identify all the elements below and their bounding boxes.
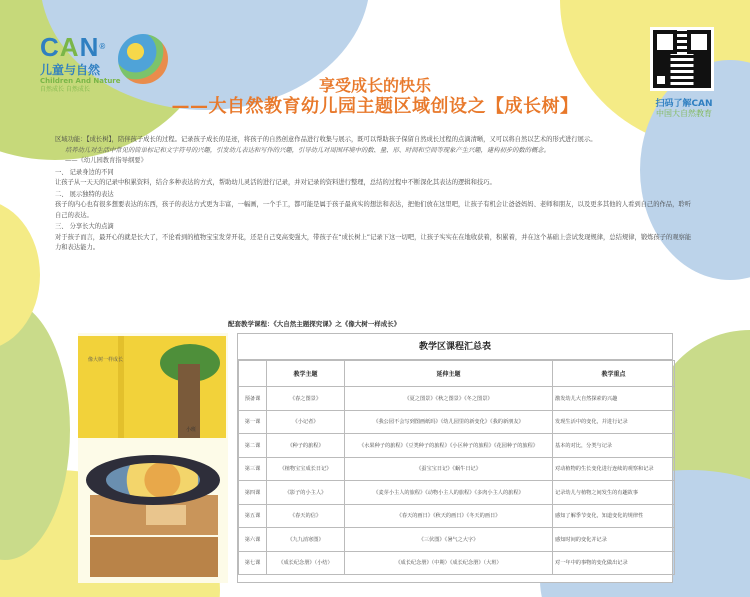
table-row [239,481,675,505]
table-cell: 《水果种子的旅程》《豆类种子的旅程》《小区种子的旅程》《花园种子的旅程》 [345,434,553,458]
table-cell: 第五课 [239,504,267,528]
qr-caption: 扫码了解CAN [655,99,713,109]
table-header-cell: 教学主题 [267,361,345,387]
table-cell: 《春天的画日》《秋天的画日》《冬天的画日》 [345,504,553,528]
course-table [237,333,673,583]
book-cover-text: 像大树一样成长 [88,357,124,363]
section-paragraph: 让孩子从一天天的记录中积累资料，结合多种表达的方式，帮助幼儿灵活的进行记录，并对记录的资料进行整理，总结的过程中不断深化其表达的逻辑和技巧。 [55,179,496,186]
table-cell: 《影子的小主人》 [267,481,345,505]
table-cell: 《植物宝宝成长日记》 [267,457,345,481]
table-cell: 《春天的信》 [267,504,345,528]
table-cell: 《九九消寒图》 [267,528,345,552]
table-row [239,387,675,411]
table-cell: 第四课 [239,481,267,505]
table-cell: 《成长纪念册》（中期）《成长纪念册》（大班） [345,551,553,575]
box-label [146,505,186,525]
table-row [239,434,675,458]
table-header-cell: 教学重点 [553,361,675,387]
table-row [239,410,675,434]
table-cell: 感知了解季节变化，知道变化的规律性 [553,504,675,528]
table-cell: 《三伏图》《暑气之大字》 [345,528,553,552]
table-cell: 激发幼儿大自然探索的兴趣 [553,387,675,411]
table-cell: 《我公园不会写到图画纸吗》《幼儿园里的新变化》《我的新朋友》 [345,410,553,434]
section-heading: 一、 记录身边的不同 [55,168,114,176]
section-paragraph: 对于孩子而言，最开心的就是长大了，不论看到的植物宝宝发芽开花，还是自己变高变强大，带孩子在“成长树上”记录下这一切吧，让孩子实实在在地收获着，积累着，并在这个基础上尝试发现规律，总结规律，锻炼孩子的观察能力和表达能力。 [55,233,692,251]
table-header-cell: 延伸主题 [345,361,553,387]
table-cell: 《夏之图景》《秋之图景》《冬之图景》 [345,387,553,411]
table-cell: 预备课 [239,387,267,411]
logo-wordmark: CAN® [40,32,107,62]
table-row [239,504,675,528]
logo-english-name: Children And Nature [40,77,121,85]
table-cell: 第六课 [239,528,267,552]
course-book-image [78,336,226,438]
box-lid-artwork [106,463,200,497]
section-heading: 三、 分享长大的点滴 [55,223,114,230]
table-cell: 对一年中的事物的变化做出记录 [553,551,675,575]
course-box-image [86,455,220,579]
table-cell: 《小记者》 [267,410,345,434]
qr-subcaption: 中国大自然教育 [656,109,712,118]
table-header-cell [239,361,267,387]
course-caption: 配套教学课程：《大自然主题探究课》之《像大树一样成长》 [228,320,401,328]
table-header-row [239,361,675,387]
table-row [239,528,675,552]
table-title: 教学区课程汇总表 [238,334,672,360]
registered-mark: ® [99,42,107,51]
quote-source: ——《幼儿园教育指导纲要》 [65,157,147,164]
course-summary-table [238,360,675,575]
poster-title: 享受成长的快乐 [318,76,431,95]
section-heading: 二、 展示独特的表达 [55,190,114,198]
poster-subtitle: ——大自然教育幼儿园主题区域创设之【成长树】 [171,96,579,117]
table-cell: 感知时间的变化并记录 [553,528,675,552]
table-cell: 记录幼儿与植物之间发生的有趣故事 [553,481,675,505]
section-paragraph: 孩子的内心也有很多想要表达的东西，孩子的表达方式更为丰富，一幅画，一个手工，都可能是属于孩子最真实的想法和表达，把他们放在这里吧，让孩子有机会让爸爸妈妈、老师和朋友，以及更多其他的人看到自己的作品，聆听自己的表达。 [55,201,691,219]
table-cell: 基本的对比，分类与记录 [553,434,675,458]
book-footer-text: 小班 [186,427,197,433]
table-row [239,457,675,481]
table-cell: 《麦芽小主人的旅程》《动物小主人的旅程》《多肉小主人的旅程》 [345,481,553,505]
logo-chinese-name: 儿童与自然 [40,63,101,77]
logo-tagline: 自然成长 自然成长 [40,86,90,93]
table-cell: 《成长纪念册》（小结） [267,551,345,575]
box-bottom [90,537,218,577]
table-cell: 对动植物的生长变化进行连续的观察和记录 [553,457,675,481]
table-cell: 《蚕宝宝日记》《蜗牛日记》 [345,457,553,481]
table-cell: 第三课 [239,457,267,481]
body-text [55,135,695,254]
table-row [239,551,675,575]
table-cell: 《春之图景》 [267,387,345,411]
table-cell: 第二课 [239,434,267,458]
intro-paragraph: 区域功能：【成长树】，陪伴孩子成长的过程。记录孩子成长的足迹，将孩子的自然创意作品进行收集与展示，既可以帮助孩子保留自然成长过程的点滴清晰，又可以将自然以艺术的形式进行展示。 [55,136,597,143]
table-cell: 发现生活中的变化，并进行记录 [553,410,675,434]
table-cell: 第一课 [239,410,267,434]
quote-paragraph: 培养幼儿对生活中常见的简单标记和文字符号的兴趣，引发幼儿表达和写作的兴趣，引导幼儿对周围环境中的数、量、形、时间和空间等现象产生兴趣，建构初步的数的概念。 [65,146,550,154]
table-cell: 《种子的旅程》 [267,434,345,458]
book-spine [118,336,124,438]
table-cell: 第七课 [239,551,267,575]
